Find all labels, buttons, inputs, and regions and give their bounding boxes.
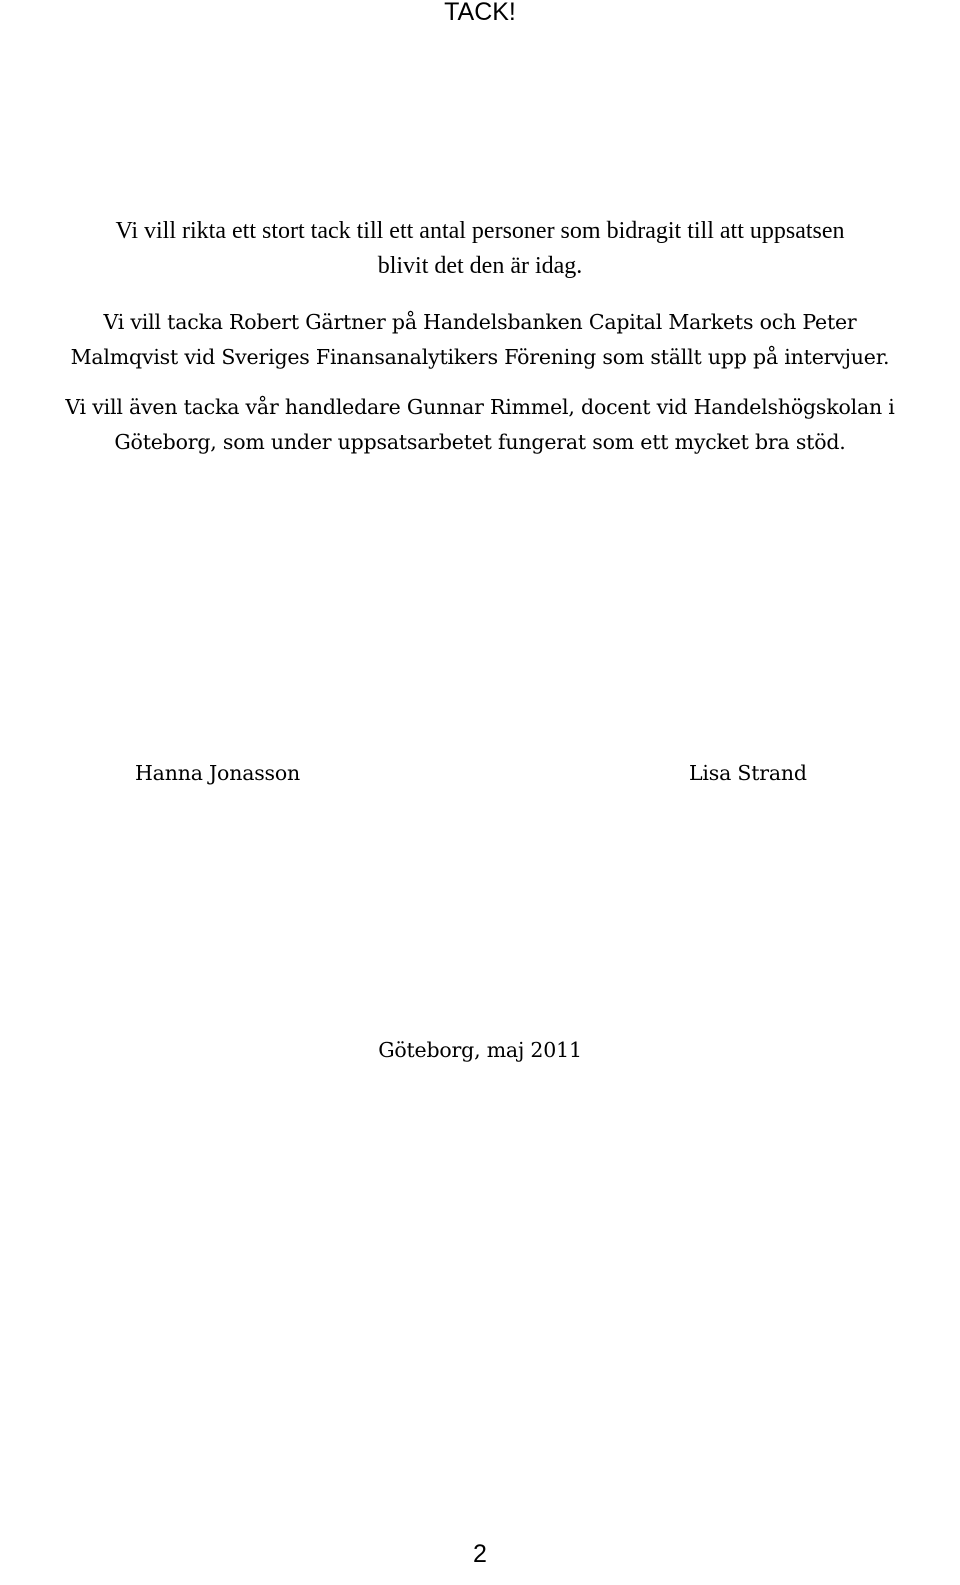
place-and-date: Göteborg, maj 2011 — [378, 1038, 582, 1062]
page-title: TACK! — [444, 0, 516, 26]
acknowledgement-paragraph-1 — [0, 214, 960, 284]
paragraph-line: Vi vill rikta ett stort tack till ett antal personer som bidragit till att uppsatsen — [115, 218, 845, 244]
paragraph-line: blivit det den är idag. — [377, 253, 583, 279]
page-number: 2 — [473, 1540, 487, 1568]
acknowledgement-paragraph-3 — [0, 390, 960, 460]
paragraph-line: Malmqvist vid Sveriges Finansanalytikers Förening som ställt upp på intervjuer. — [70, 345, 890, 369]
paragraph-line: Göteborg, som under uppsatsarbetet fungerat som ett mycket bra stöd. — [114, 430, 846, 454]
signature-name-2: Lisa Strand — [689, 761, 807, 785]
paragraph-line: Vi vill även tacka vår handledare Gunnar Rimmel, docent vid Handelshögskolan i — [65, 395, 895, 419]
paragraph-line: Vi vill tacka Robert Gärtner på Handelsbanken Capital Markets och Peter — [103, 310, 857, 334]
acknowledgement-paragraph-2 — [0, 305, 960, 375]
signature-name-1: Hanna Jonasson — [135, 761, 301, 785]
